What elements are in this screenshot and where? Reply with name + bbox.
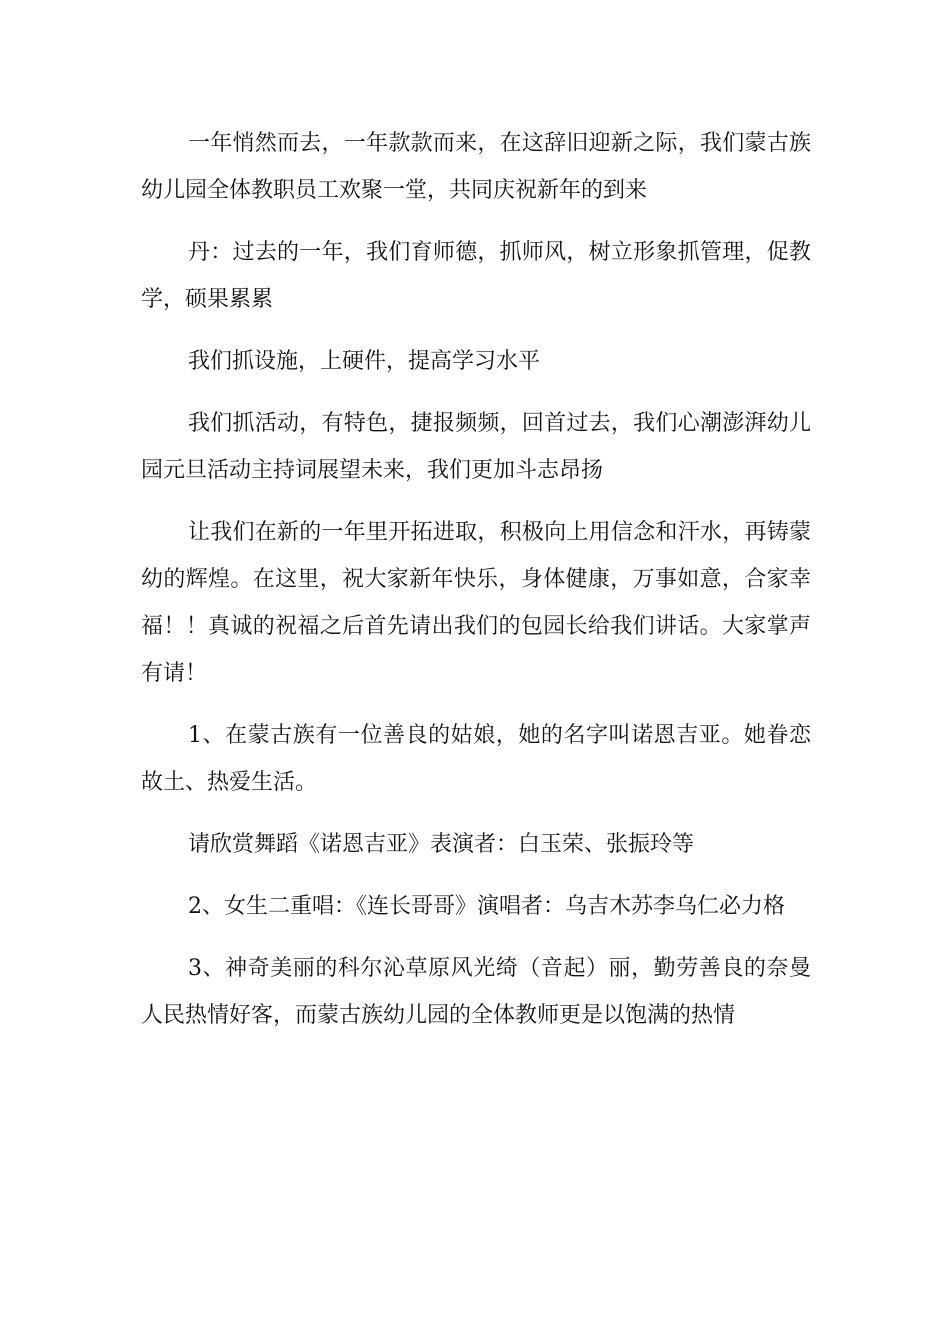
paragraph-program-1: 1、在蒙古族有一位善良的姑娘，她的名字叫诺恩吉亚。她眷恋故土、热爱生活。 bbox=[141, 723, 811, 795]
paragraph-activities: 我们抓活动，有特色，捷报频频，回首过去，我们心潮澎湃幼儿园元旦活动主持词展望未来，我们更加斗志昂扬 bbox=[141, 411, 811, 483]
paragraph-new-year-wishes: 让我们在新的一年里开拓进取，积极向上用信念和汗水，再铸蒙幼的辉煌。在这里，祝大家新年快乐，身体健康，万事如意，合家幸福！！真诚的祝福之后首先请出我们的包园长给我们讲话。大家掌声有请！ bbox=[141, 520, 811, 686]
paragraph-dance-performers: 请欣赏舞蹈《诺恩吉亚》表演者：白玉荣、张振玲等 bbox=[188, 832, 695, 857]
paragraph-opening: 一年悄然而去，一年款款而来，在这辞旧迎新之际，我们蒙古族幼儿园全体教职员工欢聚一堂，共同庆祝新年的到来 bbox=[141, 131, 811, 203]
paragraph-facilities: 我们抓设施，上硬件，提高学习水平 bbox=[188, 349, 541, 374]
paragraph-program-2: 2、女生二重唱：《连长哥哥》演唱者：乌吉木苏李乌仁必力格 bbox=[188, 894, 785, 919]
paragraph-past-year: 丹：过去的一年，我们育师德，抓师风，树立形象抓管理，促教学，硕果累累 bbox=[141, 240, 811, 312]
paragraph-program-3: 3、神奇美丽的科尔沁草原风光绮（音起）丽，勤劳善良的奈曼人民热情好客，而蒙古族幼儿园的全体教师更是以饱满的热情 bbox=[141, 956, 811, 1028]
document-body bbox=[141, 120, 811, 1054]
